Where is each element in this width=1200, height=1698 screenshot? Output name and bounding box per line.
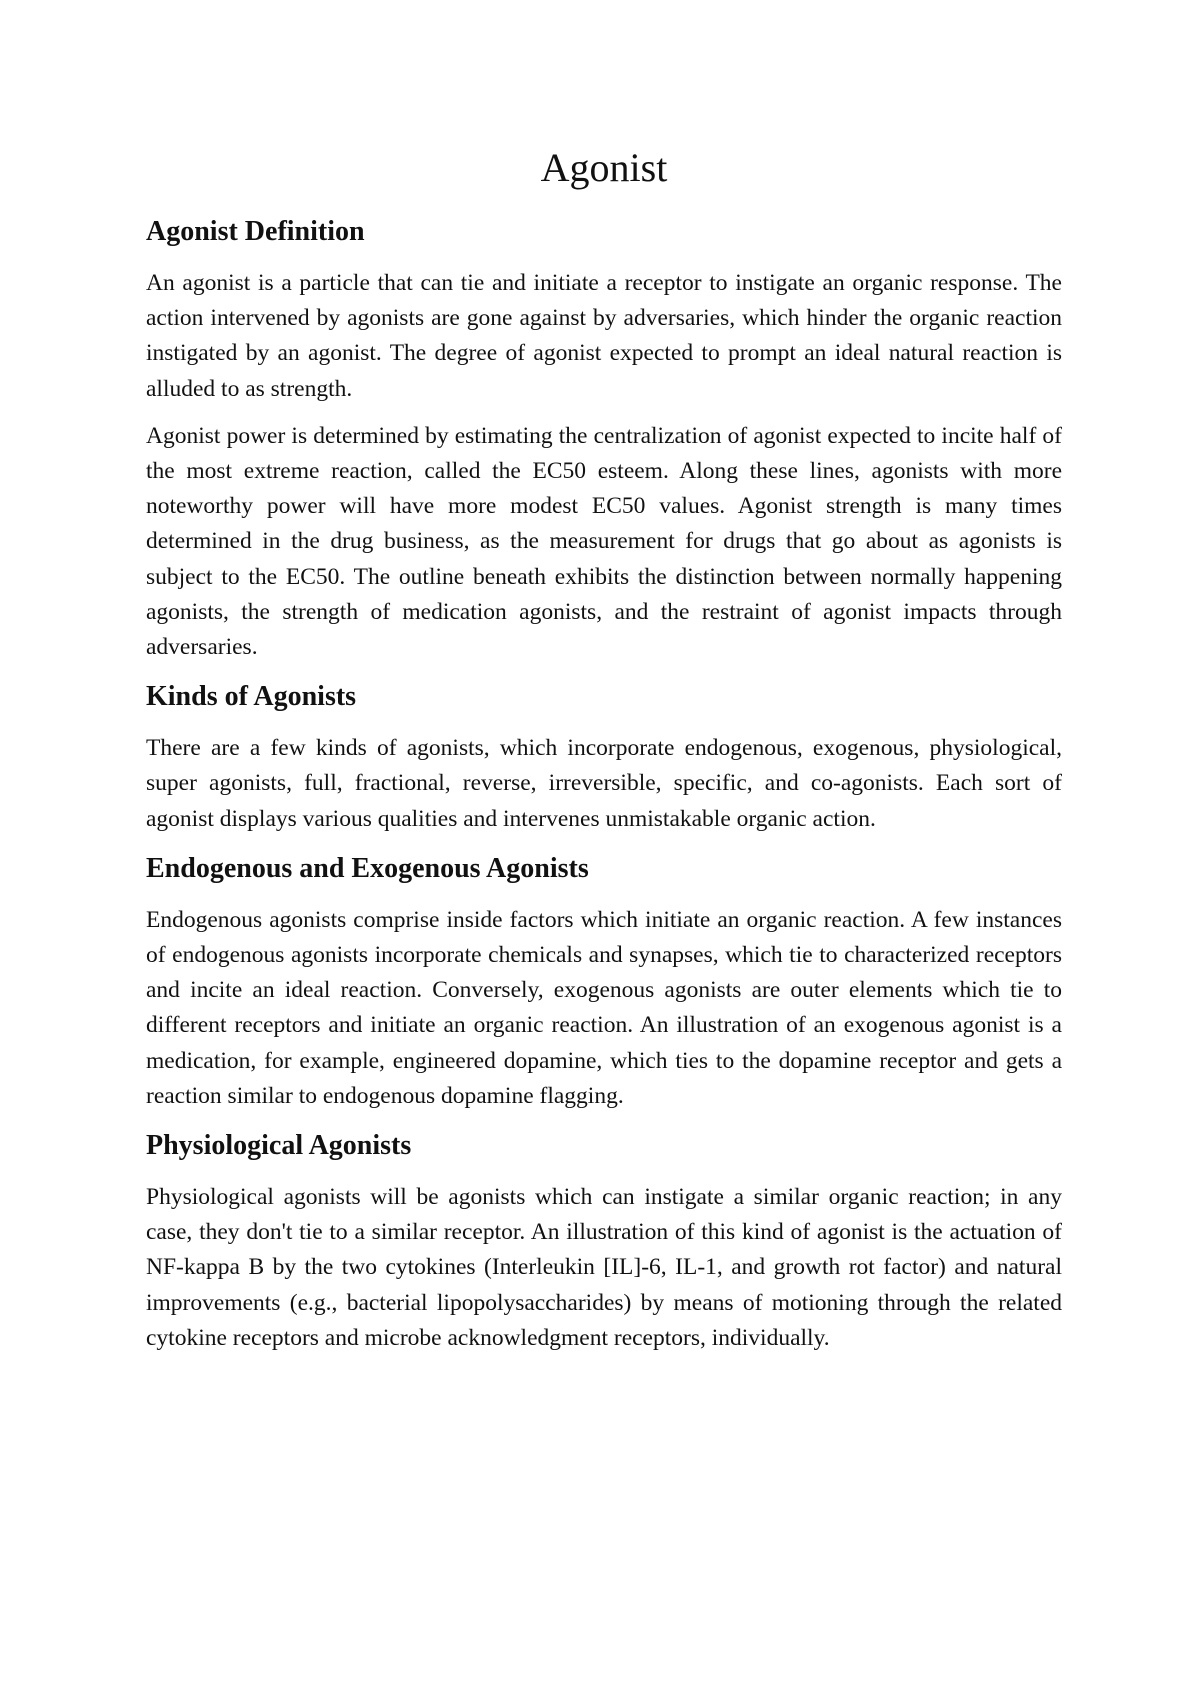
section-heading-agonist-definition: Agonist Definition — [146, 216, 365, 247]
section-heading-kinds-of-agonists: Kinds of Agonists — [146, 681, 357, 713]
paragraph: Agonist power is determined by estimating the centralization of agonist expected to incite half of the most extreme reaction, called the EC50 esteem. Along these lines, agonists with more noteworthy power will have more modest EC50 values. Agonist strength is many times determined in the drug business, as the measurement for drugs that go about as agonists is subject to the EC50. The outline beneath exhibits the distinction between normally happening agonists, the strength of medication agonists, and the restraint of agonist impacts through adversaries. — [146, 422, 1062, 661]
section-heading-physiological-agonists: Physiological Agonists — [146, 1130, 412, 1162]
paragraph: Endogenous agonists comprise inside factors which initiate an organic reaction. A few instances of endogenous agonists incorporate chemicals and synapses, which tie to characterized receptors and incite an ideal reaction. Conversely, exogenous agonists are outer elements which tie to different receptors and initiate an organic reaction. An illustration of an exogenous agonist is a medication, for example, engineered dopamine, which ties to the dopamine receptor and gets a reaction similar to endogenous dopamine flagging. — [146, 906, 1062, 1109]
paragraph: There are a few kinds of agonists, which incorporate endogenous, exogenous, physiological, super agonists, full, fractional, reverse, irreversible, specific, and co-agonists. Each sort of agonist displays various qualities and intervenes unmistakable organic action. — [146, 735, 1062, 832]
document-body — [146, 140, 1062, 1356]
paragraph: Physiological agonists will be agonists which can instigate a similar organic reaction; in any case, they don't tie to a similar receptor. An illustration of this kind of agonist is the actuation of NF-kappa B by the two cytokines (Interleukin [IL]-6, IL-1, and growth rot factor) and natural improvements (e.g., bacterial lipopolysaccharides) by means of motioning through the related cytokine receptors and microbe acknowledgment receptors, individually. — [146, 1184, 1062, 1351]
document-title: Agonist — [540, 145, 668, 190]
paragraph: An agonist is a particle that can tie and initiate a receptor to instigate an organic response. The action intervened by agonists are gone against by adversaries, which hinder the organic reaction instigated by an agonist. The degree of agonist expected to prompt an ideal natural reaction is alluded to as strength. — [146, 270, 1062, 402]
section-heading-endogenous-exogenous: Endogenous and Exogenous Agonists — [146, 852, 589, 884]
